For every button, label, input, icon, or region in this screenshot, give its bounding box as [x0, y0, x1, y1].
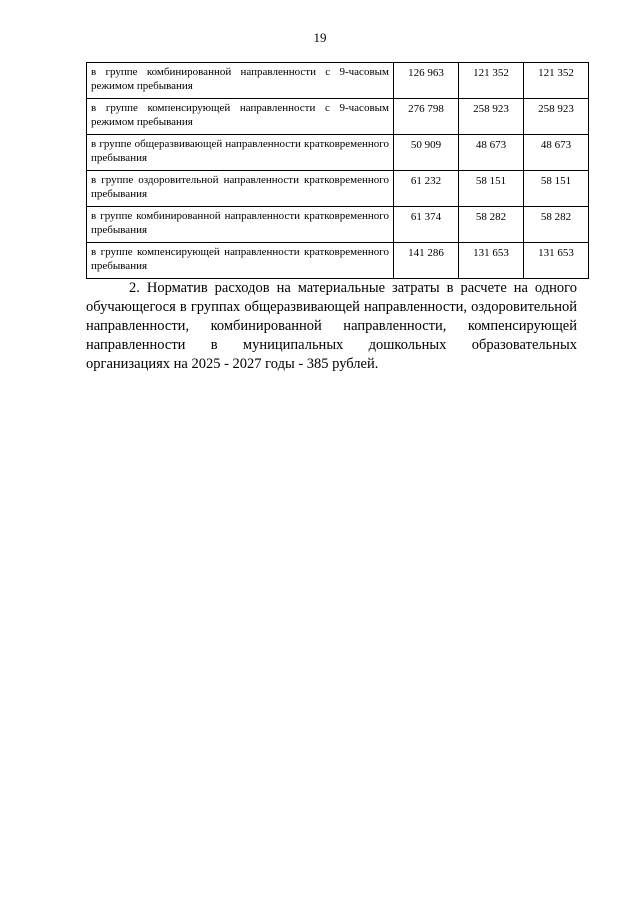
table-row [87, 135, 589, 171]
row-label: в группе компенсирующей направленности кратковременного пребывания [87, 243, 394, 279]
value-cell-3: 58 282 [524, 207, 589, 243]
table-row [87, 63, 589, 99]
value-cell-2: 58 151 [459, 171, 524, 207]
value-cell-3: 121 352 [524, 63, 589, 99]
table-row [87, 99, 589, 135]
value-cell-2: 58 282 [459, 207, 524, 243]
value-cell-1: 141 286 [394, 243, 459, 279]
value-cell-2: 131 653 [459, 243, 524, 279]
row-label: в группе комбинированной направленности с 9-часовым режимом пребывания [87, 63, 394, 99]
row-label: в группе комбинированной направленности кратковременного пребывания [87, 207, 394, 243]
row-label: в группе общеразвивающей направленности кратковременного пребывания [87, 135, 394, 171]
table-row [87, 171, 589, 207]
page-number: 19 [313, 30, 327, 45]
value-cell-3: 58 151 [524, 171, 589, 207]
value-cell-1: 276 798 [394, 99, 459, 135]
table-row [87, 207, 589, 243]
value-cell-1: 61 374 [394, 207, 459, 243]
value-cell-1: 50 909 [394, 135, 459, 171]
value-cell-2: 258 923 [459, 99, 524, 135]
row-label: в группе компенсирующей направленности с 9-часовым режимом пребывания [87, 99, 394, 135]
value-cell-2: 48 673 [459, 135, 524, 171]
expense-norms-table [86, 62, 589, 279]
value-cell-3: 131 653 [524, 243, 589, 279]
value-cell-2: 121 352 [459, 63, 524, 99]
table-row [87, 243, 589, 279]
value-cell-1: 61 232 [394, 171, 459, 207]
value-cell-3: 258 923 [524, 99, 589, 135]
value-cell-3: 48 673 [524, 135, 589, 171]
value-cell-1: 126 963 [394, 63, 459, 99]
paragraph-2: 2. Норматив расходов на материальные затраты в расчете на одного обучающегося в группах общеразвивающей направленности, оздоровительной направленности, комбинированной направленности, компенсирующей направленности в муниципальных дошкольных образовательных организациях на 2025 - 2027 годы - 385 рублей. [86, 280, 577, 372]
row-label: в группе оздоровительной направленности кратковременного пребывания [87, 171, 394, 207]
